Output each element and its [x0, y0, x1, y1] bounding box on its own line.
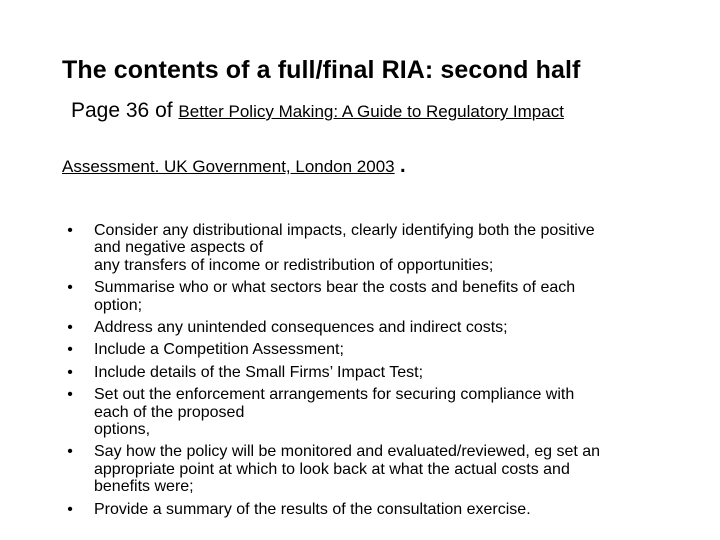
list-item — [64, 222, 684, 274]
list-item-line: benefits were; — [94, 478, 194, 496]
source-reference-link[interactable]: Better Policy Making: A Guide to Regulatory Impact — [178, 102, 564, 121]
bullet-icon: • — [67, 279, 73, 297]
list-item — [64, 364, 684, 381]
list-item-line: Say how the policy will be monitored and evaluated/reviewed, eg set an — [94, 443, 601, 461]
list-item-line: any transfers of income or redistribution of opportunities; — [94, 256, 494, 274]
source-end-mark: . — [398, 146, 407, 179]
list-item — [64, 341, 684, 358]
list-item-line: Provide a summary of the results of the consultation exercise. — [94, 500, 531, 518]
list-item-line: Set out the enforcement arrangements for securing compliance with — [94, 386, 575, 404]
list-item — [64, 319, 684, 336]
source-reference-link-continuation[interactable]: Assessment. UK Government, London 2003 — [62, 157, 395, 176]
list-item — [64, 443, 684, 495]
bullet-icon: • — [67, 222, 73, 239]
list-item-line: each of the proposed — [94, 403, 245, 421]
list-item-line: appropriate point at which to look back at what the actual costs and — [94, 460, 570, 478]
list-item-line: Include a Competition Assessment; — [94, 341, 344, 359]
bullet-icon: • — [67, 341, 73, 359]
page-reference-prefix: Page 36 of — [71, 99, 179, 122]
slide-title: The contents of a full/final RIA: second half — [62, 56, 581, 84]
list-item-line: Summarise who or what sectors bear the costs and benefits of each — [94, 279, 576, 297]
bullet-icon: • — [67, 319, 73, 337]
list-item-line: Consider any distributional impacts, clearly identifying both the positive — [94, 222, 595, 239]
bullet-icon: • — [67, 386, 73, 404]
bullet-icon: • — [67, 500, 73, 518]
list-item-line: options, — [94, 421, 151, 439]
bullet-icon: • — [67, 443, 73, 461]
list-item-line: Address any unintended consequences and indirect costs; — [94, 319, 508, 337]
bullet-list — [64, 222, 684, 523]
bullet-icon: • — [67, 363, 73, 381]
list-item — [64, 279, 684, 314]
list-item — [64, 386, 684, 438]
list-item-line: and negative aspects of — [94, 239, 264, 257]
list-item-line: Include details of the Small Firms’ Impact Test; — [94, 363, 424, 381]
source-reference-continuation — [62, 146, 407, 180]
list-item-line: option; — [94, 296, 143, 314]
page-reference-line — [71, 99, 564, 123]
list-item — [64, 501, 684, 518]
